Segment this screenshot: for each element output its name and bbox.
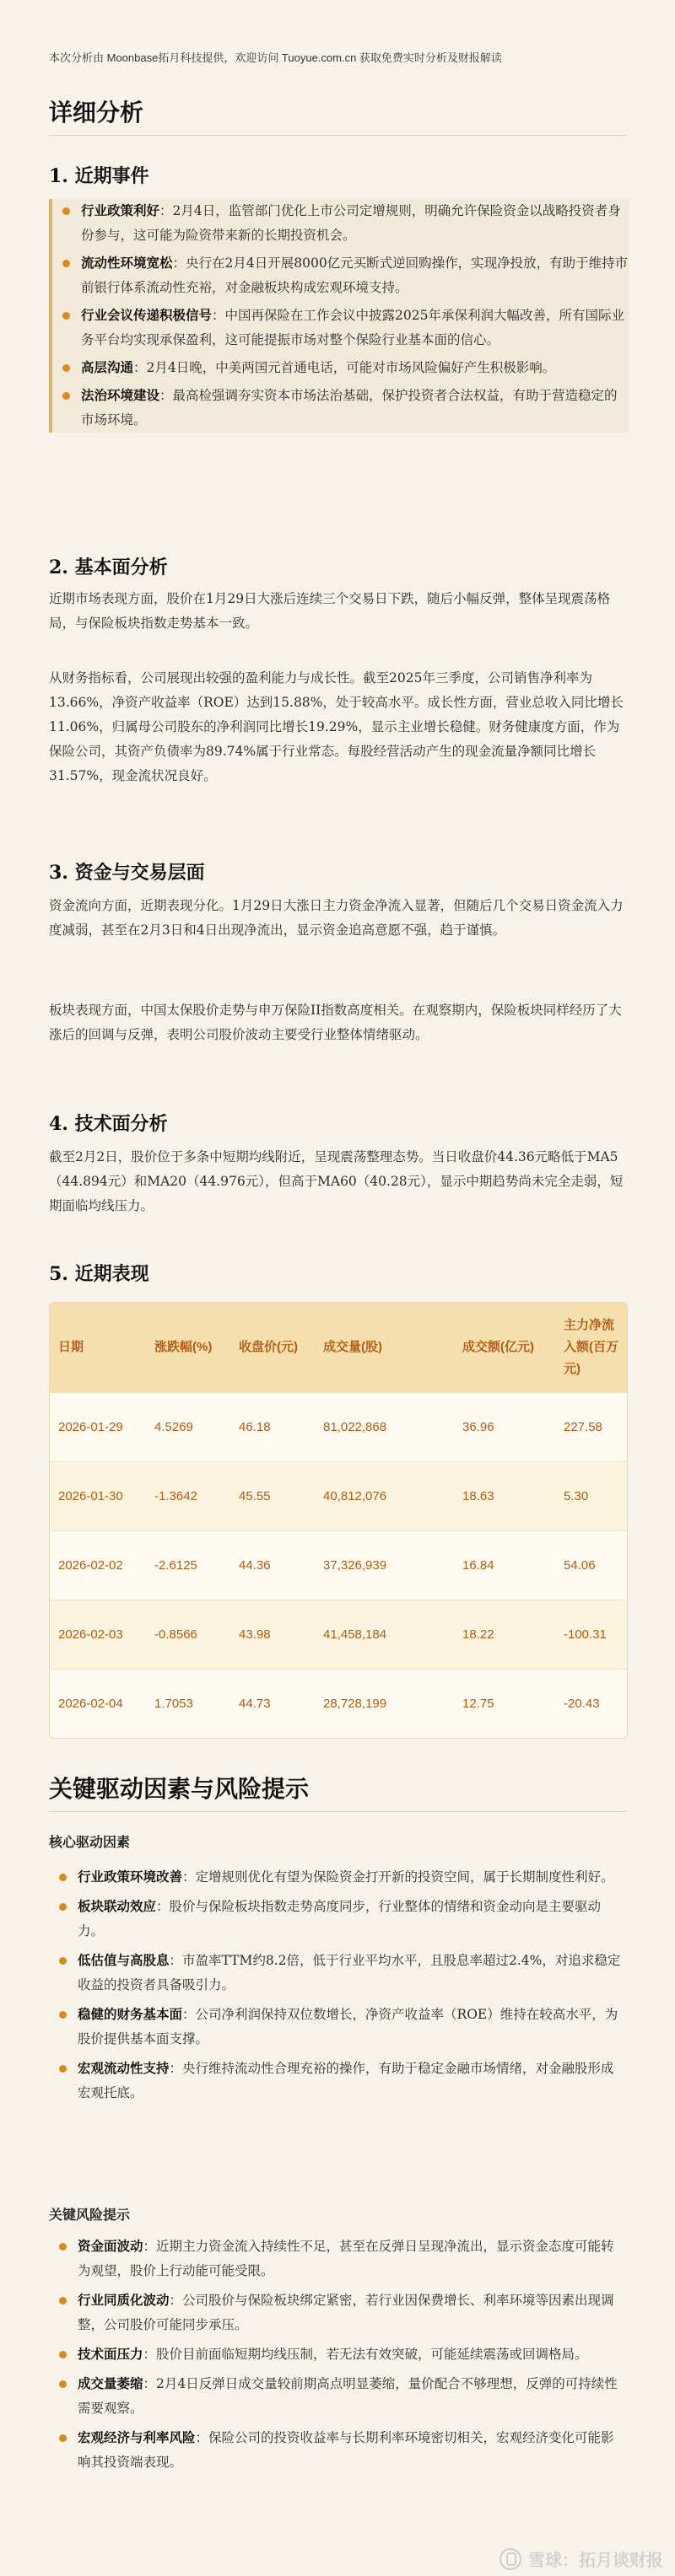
change-cell: -0.8566 xyxy=(146,1600,230,1670)
list-item xyxy=(49,1895,626,1944)
fundamentals-paragraph-2: 从财务指标看，公司展现出较强的盈利能力与成长性。截至2025年三季度，公司销售净利率为13.66%，净资产收益率（ROE）达到15.88%，处于较高水平。成长性方面，营业总收入同比增长11.06%，归属母公司股东的净利润同比增长19.29%，显示主业增长稳健。财务健康度方面，作为保险公司，其资产负债率为89.74%属于行业常态。每股经营活动产生的现金流量净额同比增长31.57%，现金流状况良好。 xyxy=(49,670,624,783)
list-item xyxy=(49,2235,626,2283)
list-item xyxy=(49,2057,626,2105)
bullet-icon xyxy=(59,2243,67,2251)
date-cell: 2026-02-03 xyxy=(50,1600,146,1670)
volume-cell: 28,728,199 xyxy=(315,1670,454,1739)
item-label: 流动性环境宽松 xyxy=(81,256,173,271)
column-header: 主力净流入额(百万元) xyxy=(555,1303,627,1393)
list-item xyxy=(49,2288,626,2337)
item-label: 低估值与高股息 xyxy=(78,1954,170,1968)
risk-section-title: 关键驱动因素与风险提示 xyxy=(49,1776,310,1802)
close-cell: 44.73 xyxy=(230,1670,315,1739)
table-row xyxy=(50,1462,627,1531)
date-cell: 2026-01-29 xyxy=(50,1393,146,1462)
list-item xyxy=(49,2003,626,2052)
amount-cell: 18.63 xyxy=(454,1462,555,1531)
list-item xyxy=(52,304,629,352)
bullet-icon xyxy=(59,2011,67,2019)
item-label: 技术面压力 xyxy=(78,2347,143,2362)
section-title-events: 1. 近期事件 xyxy=(49,165,149,187)
item-label: 板块联动效应 xyxy=(78,1900,157,1914)
watermark xyxy=(500,2546,663,2571)
core-drivers-list xyxy=(49,1865,626,2105)
table-row xyxy=(50,1393,627,1462)
section-title-technical: 4. 技术面分析 xyxy=(49,1113,168,1135)
item-text: ：股价目前面临短期均线压制，若无法有效突破，可能延续震荡或回调格局。 xyxy=(143,2347,588,2362)
date-cell: 2026-01-30 xyxy=(50,1462,146,1531)
bullet-icon xyxy=(59,1874,67,1881)
risk-divider xyxy=(49,1811,626,1812)
snowball-logo-icon xyxy=(500,2548,521,2570)
performance-table xyxy=(49,1302,628,1739)
netflow-cell: 5.30 xyxy=(555,1462,627,1531)
column-header: 成交额(亿元) xyxy=(454,1303,555,1393)
item-label: 宏观流动性支持 xyxy=(78,2062,170,2076)
watermark-text: 雪球：拓月谈财报 xyxy=(528,2552,663,2570)
bullet-icon xyxy=(59,1957,67,1965)
section-title-performance: 5. 近期表现 xyxy=(49,1263,149,1285)
bullet-icon xyxy=(59,2065,67,2073)
bullet-icon xyxy=(62,312,70,320)
core-drivers-title: 核心驱动因素 xyxy=(49,1836,131,1850)
amount-cell: 16.84 xyxy=(454,1531,555,1600)
bullet-icon xyxy=(62,260,70,267)
page-title: 详细分析 xyxy=(49,99,144,126)
column-header: 成交量(股) xyxy=(315,1303,454,1393)
change-cell: 1.7053 xyxy=(146,1670,230,1739)
events-list xyxy=(49,199,629,433)
netflow-cell: -20.43 xyxy=(555,1670,627,1739)
item-text: ：央行在2月4日开展8000亿元买断式逆回购操作，实现净投放，有助于维持市前银行体系流动性充裕，对金融板块构成宏观环境支持。 xyxy=(81,255,629,295)
amount-cell: 12.75 xyxy=(454,1670,555,1739)
item-label: 行业政策环境改善 xyxy=(78,1870,183,1885)
title-divider xyxy=(49,135,626,136)
volume-cell: 41,458,184 xyxy=(315,1600,454,1670)
list-item xyxy=(52,199,629,248)
close-cell: 46.18 xyxy=(230,1393,315,1462)
item-label: 稳健的财务基本面 xyxy=(78,2008,183,2022)
item-text: ：定增规则优化有望为保险资金打开新的投资空间，属于长期制度性利好。 xyxy=(182,1869,614,1885)
table-header-row xyxy=(50,1303,627,1393)
list-item xyxy=(49,1865,626,1890)
netflow-cell: 54.06 xyxy=(555,1531,627,1600)
column-header: 日期 xyxy=(50,1303,146,1393)
column-header: 收盘价(元) xyxy=(230,1303,315,1393)
bullet-icon xyxy=(59,2351,67,2358)
item-label: 行业会议传递积极信号 xyxy=(81,309,213,323)
item-label: 行业同质化波动 xyxy=(78,2294,170,2308)
bullet-icon xyxy=(59,2380,67,2388)
item-text: ：股价与保险板块指数走势高度同步，行业整体的情绪和资金动向是主要驱动力。 xyxy=(78,1899,602,1939)
section-title-capital: 3. 资金与交易层面 xyxy=(49,862,205,884)
volume-cell: 37,326,939 xyxy=(315,1531,454,1600)
amount-cell: 36.96 xyxy=(454,1393,555,1462)
bullet-icon xyxy=(62,392,70,400)
item-text: ：中国再保险在工作会议中披露2025年承保利润大幅改善，所有国际业务平台均实现承保盈利，这可能提振市场对整个保险行业基本面的信心。 xyxy=(81,308,624,347)
date-cell: 2026-02-04 xyxy=(50,1670,146,1739)
capital-paragraph-2: 板块表现方面，中国太保股价走势与申万保险II指数高度相关。在观察期内，保险板块同样经历了大涨后的回调与反弹，表明公司股价波动主要受行业整体情绪驱动。 xyxy=(49,1003,622,1042)
item-text: ：2月4日反弹日成交量较前期高点明显萎缩，量价配合不够理想，反弹的可持续性需要观察。 xyxy=(78,2376,618,2416)
bullet-icon xyxy=(59,1903,67,1911)
list-item xyxy=(49,1949,626,1998)
item-text: ：保险公司的投资收益率与长期利率环境密切相关，宏观经济变化可能影响其投资端表现。 xyxy=(78,2430,614,2470)
item-text: ：近期主力资金流入持续性不足，甚至在反弹日呈现净流出，显示资金态度可能转为观望，股价上行动能可能受限。 xyxy=(78,2239,614,2278)
list-item xyxy=(49,2342,626,2367)
item-text: ：市盈率TTM约8.2倍，低于行业平均水平，且股息率超过2.4%，对追求稳定收益的投资者具备吸引力。 xyxy=(78,1953,621,1993)
date-cell: 2026-02-02 xyxy=(50,1531,146,1600)
volume-cell: 81,022,868 xyxy=(315,1393,454,1462)
item-label: 资金面波动 xyxy=(78,2240,143,2254)
technical-paragraph: 截至2月2日，股价位于多条中短期均线附近，呈现震荡整理态势。当日收盘价44.36元略低于MA5（44.894元）和MA20（44.976元），但高于MA60（40.28元），显示中期趋势尚未完全走弱，短期面临均线压力。 xyxy=(49,1149,624,1213)
amount-cell: 18.22 xyxy=(454,1600,555,1670)
close-cell: 45.55 xyxy=(230,1462,315,1531)
disclaimer-text: 本次分析由 Moonbase拓月科技提供，欢迎访问 Tuoyue.com.cn 获取免费实时分析及财报解读 xyxy=(49,51,502,64)
item-label: 成交量萎缩 xyxy=(78,2377,143,2391)
list-item xyxy=(52,251,629,300)
section-title-fundamentals: 2. 基本面分析 xyxy=(49,557,168,578)
list-item xyxy=(52,384,629,433)
table-row xyxy=(50,1670,627,1739)
list-item xyxy=(49,2426,626,2475)
item-label: 法治环境建设 xyxy=(81,389,160,403)
close-cell: 44.36 xyxy=(230,1531,315,1600)
column-header: 涨跌幅(%) xyxy=(146,1303,230,1393)
list-item xyxy=(49,2372,626,2421)
bullet-icon xyxy=(59,2434,67,2442)
table-row xyxy=(50,1600,627,1670)
capital-paragraph-1: 资金流向方面，近期表现分化。1月29日大涨日主力资金净流入显著，但随后几个交易日资金流入力度减弱，甚至在2月3日和4日出现净流出，显示资金追高意愿不强，趋于谨慎。 xyxy=(49,898,624,938)
item-label: 行业政策利好 xyxy=(81,204,160,218)
item-text: ：最高检强调夯实资本市场法治基础，保护投资者合法权益，有助于营造稳定的市场环境。 xyxy=(81,388,618,428)
netflow-cell: 227.58 xyxy=(555,1393,627,1462)
change-cell: 4.5269 xyxy=(146,1393,230,1462)
risk-warnings-list xyxy=(49,2235,626,2475)
item-text: ：央行维持流动性合理充裕的操作，有助于稳定金融市场情绪，对金融股形成宏观托底。 xyxy=(78,2061,614,2100)
item-text: ：2月4日晚，中美两国元首通电话，可能对市场风险偏好产生积极影响。 xyxy=(133,360,556,375)
fundamentals-paragraph-1: 近期市场表现方面，股价在1月29日大涨后连续三个交易日下跌，随后小幅反弹，整体呈现震荡格局，与保险板块指数走势基本一致。 xyxy=(49,591,611,631)
item-text: ：2月4日，监管部门优化上市公司定增规则，明确允许保险资金以战略投资者身份参与，这可能为险资带来新的长期投资机会。 xyxy=(81,203,621,243)
netflow-cell: -100.31 xyxy=(555,1600,627,1670)
bullet-icon xyxy=(62,364,70,372)
change-cell: -1.3642 xyxy=(146,1462,230,1531)
item-text: ：公司股价与保险板块绑定紧密，若行业因保费增长、利率环境等因素出现调整，公司股价可能同步承压。 xyxy=(78,2293,614,2332)
item-label: 宏观经济与利率风险 xyxy=(78,2431,196,2445)
table-row xyxy=(50,1531,627,1600)
close-cell: 43.98 xyxy=(230,1600,315,1670)
bullet-icon xyxy=(62,207,70,215)
item-text: ：公司净利润保持双位数增长，净资产收益率（ROE）维持在较高水平，为股价提供基本面支撑。 xyxy=(78,2007,618,2046)
risk-warnings-title: 关键风险提示 xyxy=(49,2208,131,2223)
item-label: 高层沟通 xyxy=(81,361,134,375)
list-item xyxy=(52,356,629,380)
volume-cell: 40,812,076 xyxy=(315,1462,454,1531)
change-cell: -2.6125 xyxy=(146,1531,230,1600)
bullet-icon xyxy=(59,2297,67,2304)
